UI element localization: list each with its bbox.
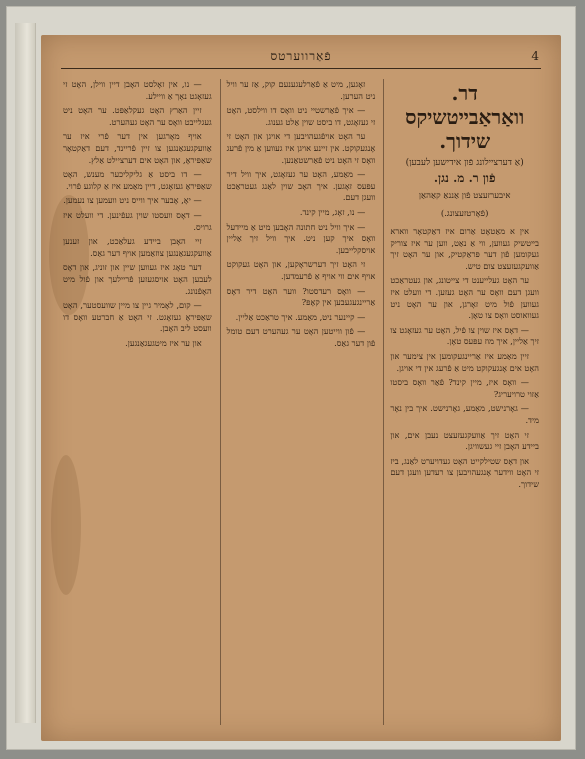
paragraph: זיי האָבן ביידע געלאַכט, און זענען אַוועקגעגאַנגען צוזאַמען אויף דער גאַס. [62, 236, 212, 258]
paragraph: — מאַמע, האָט ער געזאָגט, איך וויל דיר עפּעס זאָגען. איך האָב שוין לאַנג געטראַכט וועגן דעם. [226, 169, 376, 203]
paragraph: — איך פֿאַרשטיי ניט וואָס דו ווילסט, האָט זי געזאָגט, דו ביסט שוין אַלט גענוג. [226, 105, 376, 127]
paragraph: — נו, אין זאָלסט האָבן דיין ווילן, האָט זי געזאָגט נאָך אַ וויילע. [62, 79, 212, 101]
newspaper-title: פֿאַרווערטס [270, 49, 332, 63]
paragraph: — דאָס וועסטו שוין געפֿינען. די וועלט איז גרויס. [62, 209, 212, 232]
paragraph: — קום, לאָמיר גיין צו מיין שוועסטער, האָט שאַפּיראָ געזאָגט. זי האָט אַ חברטע וואָס דו וועסט ליב האָבן. [62, 300, 212, 334]
column-1 [383, 79, 539, 725]
paragraph: זאָגען, מיט אַ פֿאַרלעגענעם קוק, אַז ער וויל ניט הערען. [226, 79, 376, 101]
paragraph: ער האָט אויפֿגעהויבען די אויגן און האָט זי אָנגעקוקט. אין זיינע אויגן איז געווען אַ מין פֿרעג וואָס זי האָט ניט פֿאַרשטאַנען. [226, 131, 376, 165]
paragraph: אויף מאָרגען אין דער פֿרי איז ער אַוועקגעגאַנגען צו זיין פֿריינד, דעם דאַקטאָר שאַפּיראָ, און האָט אים דערציילט אַלץ. [62, 131, 212, 165]
paragraph: — פֿון ווייטען האָט ער געהערט דעם טומל פֿון דער גאַס. [226, 326, 376, 348]
book-binding [15, 23, 36, 723]
paragraph: אין א מאַטאָט אַרום איז דאַקטאָר ווארא בײטשיק געווען, ווי אַ נאַט, ווען ער איז צוריק געקומען פֿון דער פּראַקטיק, און ער האָט זיך אַוועקגעזעצט צום טיש. [390, 226, 539, 271]
header-rule [61, 68, 541, 69]
paragraph: — יאָ, אָבער איך ווייס ניט וועמען צו נעמען. [63, 195, 202, 206]
paragraph: — וואָס איז, מיין קינד? פֿאַר וואָס ביסטו אַזוי טרויעריג? [390, 377, 539, 399]
paragraph: און ער איז מיטגעגאַנגען. [125, 337, 202, 348]
paragraph: — גאָרנישט, מאַמע, גאָרנישט. איך בין נאָר מיד. [390, 403, 539, 425]
paragraph: זי האָט זיך דערשראָקען, און האָט געקוקט אויף אים ווי אויף אַ פֿרעמדען. [226, 259, 376, 281]
continuation-label: (פֿאָרטזעצונג.) [440, 209, 489, 219]
article-title: דר. וואַראַבײטשיקס שידוך. [405, 81, 525, 153]
article-columns [63, 79, 539, 725]
paragraph: — איך וויל ניט חתונה האָבען מיט אַ מיידעל וואָס איך קען ניט. איך וויל זיך אַליין אויסקלייבען. [226, 221, 376, 255]
paragraph: — דו ביסט אַ גליקליכער מענש, האָט שאַפּיראָ געזאָגט, דיין מאַמע איז אַ קלוגע פֿרוי. [62, 169, 212, 191]
paragraph: און דאָס שטילקייט האָט געדויערט לאַנג, ביז זי האָט ווידער אָנגעהויבען צו רעדען וועגן דעם שידוך. [390, 455, 539, 489]
paragraph: — קיינער ניט, מאַמע. איך טראַכט אַליין. [235, 311, 366, 322]
paragraph: זיין האַרץ האָט געקלאַפּט. ער האָט ניט געגלייבט וואָס ער האָט געהערט. [62, 105, 212, 127]
paragraph: זיין מאַמע איז אַריינגעקומען אין צימער און האָט אים אָנגעקוקט מיט אַ פֿרעג אין די אויגן. [390, 350, 539, 373]
article-subtitle: (אַ דערציילונג פֿון אידישען לעבען) [405, 158, 524, 168]
paragraph: — נו, זאָג, מיין קינד. [299, 206, 366, 217]
paragraph: — וואָס רעדסטו? ווער האָט דיר דאָס אַריינגעגעבען אין קאָפּ? [226, 285, 376, 308]
column-2 [220, 79, 376, 725]
page-header [41, 49, 561, 65]
translation-note: איבערזעצט פֿון אַננאַ קאַהאַן [418, 191, 511, 201]
paragraph: ער האָט געלייענט די צייטונג, און געטראַכט וועגן דעם וואָס ער האָט געזען. די וועלט איז געווען פֿול מיט זאָרגן, און ער האָט ניט געוואוסט וואָס צו טאָן. [390, 275, 539, 321]
paragraph: דער טאָג איז געווען שיין און זוניג, און דאָס לעבען האָט אויסגעזען פֿריילעך און פֿול מיט האָפֿנונג. [62, 262, 212, 296]
newspaper-page [41, 35, 561, 741]
column-3 [63, 79, 212, 725]
article-author: פֿון ר. מ. נגן. [433, 171, 496, 185]
paragraph: — דאָס איז שוין צו פֿיל, האָט ער געזאָגט צו זיך אַליין, איך מוז עפּעס טאָן. [390, 324, 539, 347]
page-frame [6, 6, 576, 750]
paragraph: זי האָט זיך אַוועקגעזעצט נעבן אים, און ביידע האָבן זיי געשוויגן. [390, 429, 539, 452]
page-number: 4 [531, 49, 539, 63]
